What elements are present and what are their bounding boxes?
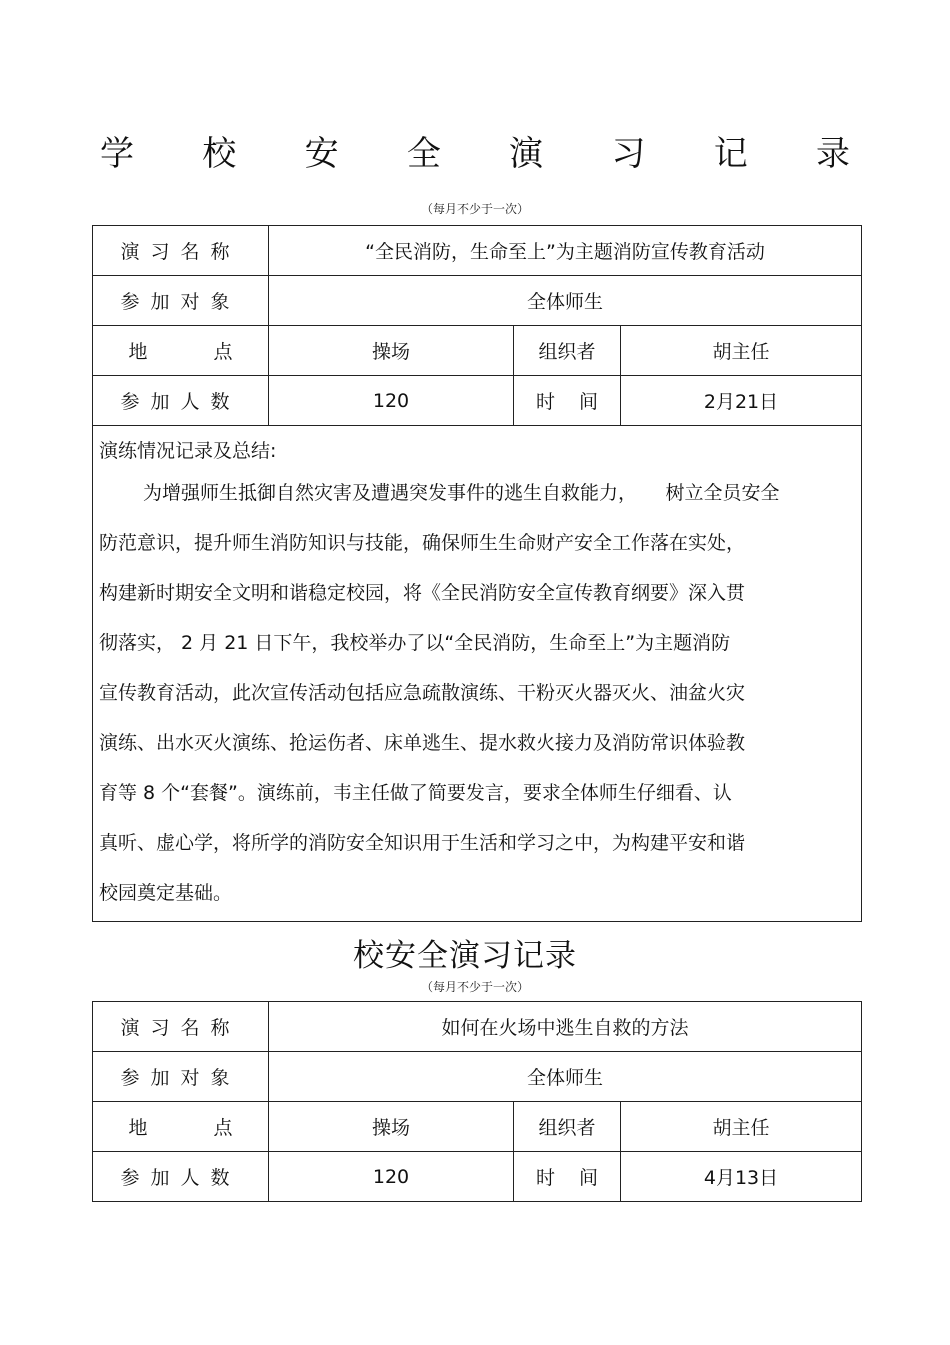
participants-label: 参加对象 xyxy=(93,1052,269,1102)
headcount-value: 120 xyxy=(269,1152,514,1202)
participants-value: 全体师生 xyxy=(269,276,862,326)
time-label-b: 间 xyxy=(579,1167,599,1189)
summary-line: 宣传教育活动，此次宣传活动包括应急疏散演练、干粉灭火器灭火、油盆火灾 xyxy=(99,682,746,704)
participants-label: 参加对象 xyxy=(93,276,269,326)
time-label xyxy=(514,1152,621,1202)
summary-line: 校园奠定基础。 xyxy=(99,882,233,904)
headcount-label: 参加人数 xyxy=(93,1152,269,1202)
time-value: 2月21日 xyxy=(621,376,862,426)
drill-name-value: “全民消防，生命至上”为主题消防宣传教育活动 xyxy=(269,226,862,276)
title-char: 习 xyxy=(611,133,646,174)
headcount-label: 参加人数 xyxy=(93,376,269,426)
location-label-b: 点 xyxy=(213,341,233,363)
location-label xyxy=(93,1102,269,1152)
summary-line: 育等 8 个“套餐”。演练前，韦主任做了简要发言，要求全体师生仔细看、认 xyxy=(99,782,732,804)
summary-cell xyxy=(93,426,862,922)
time-label-b: 间 xyxy=(579,391,599,413)
row-participants xyxy=(93,276,862,326)
location-label-a: 地 xyxy=(128,1117,148,1139)
summary-line: 防范意识，提升师生消防知识与技能，确保师生生命财产安全工作落在实处， xyxy=(99,532,746,554)
participants-value: 全体师生 xyxy=(269,1052,862,1102)
title-char: 安 xyxy=(304,133,339,174)
title-char: 录 xyxy=(815,133,850,174)
drill-name-value: 如何在火场中逃生自救的方法 xyxy=(269,1002,862,1052)
row-drill-name xyxy=(93,1002,862,1052)
organizer-value: 胡主任 xyxy=(621,326,862,376)
record1-table xyxy=(92,225,862,922)
row-headcount xyxy=(93,1152,862,1202)
summary-line: 为增强师生抵御自然灾害及遭遇突发事件的逃生自救能力， 树立全员安全 xyxy=(143,482,780,504)
summary-line: 构建新时期安全文明和谐稳定校园，将《全民消防安全宣传教育纲要》深入贯 xyxy=(99,582,746,604)
record1-frequency-note: （每月不少于一次） xyxy=(420,202,529,216)
title-char: 记 xyxy=(713,133,748,174)
drill-name-label: 演习名称 xyxy=(93,1002,269,1052)
time-label-a: 时 xyxy=(535,391,555,413)
title-char: 全 xyxy=(406,133,441,174)
row-participants xyxy=(93,1052,862,1102)
summary-line: 真听、虚心学，将所学的消防安全知识用于生活和学习之中，为构建平安和谐 xyxy=(99,832,746,854)
time-label xyxy=(514,376,621,426)
title-char: 校 xyxy=(202,133,237,174)
organizer-label: 组织者 xyxy=(514,1102,621,1152)
location-label-b: 点 xyxy=(213,1117,233,1139)
row-location xyxy=(93,326,862,376)
row-drill-name xyxy=(93,226,862,276)
location-label xyxy=(93,326,269,376)
time-label-a: 时 xyxy=(535,1167,555,1189)
title-char: 演 xyxy=(509,133,544,174)
time-value: 4月13日 xyxy=(621,1152,862,1202)
record2-table xyxy=(92,1001,862,1202)
summary-line: 彻落实， 2 月 21 日下午，我校举办了以“全民消防，生命至上”为主题消防 xyxy=(99,632,731,654)
title-char: 学 xyxy=(100,133,134,174)
headcount-value: 120 xyxy=(269,376,514,426)
record2-frequency-note: （每月不少于一次） xyxy=(420,980,529,994)
drill-name-label: 演习名称 xyxy=(93,226,269,276)
organizer-value: 胡主任 xyxy=(621,1102,862,1152)
summary-title: 演练情况记录及总结: xyxy=(99,440,277,462)
row-headcount xyxy=(93,376,862,426)
location-value: 操场 xyxy=(269,326,514,376)
location-value: 操场 xyxy=(269,1102,514,1152)
row-summary xyxy=(93,426,862,922)
summary-paragraph xyxy=(99,468,855,918)
row-location xyxy=(93,1102,862,1152)
record2-title: 校安全演习记录 xyxy=(353,938,577,974)
summary-line: 演练、出水灭火演练、抢运伤者、床单逃生、提水救火接力及消防常识体验教 xyxy=(99,732,746,754)
record1-title xyxy=(100,126,850,174)
location-label-a: 地 xyxy=(128,341,148,363)
organizer-label: 组织者 xyxy=(514,326,621,376)
